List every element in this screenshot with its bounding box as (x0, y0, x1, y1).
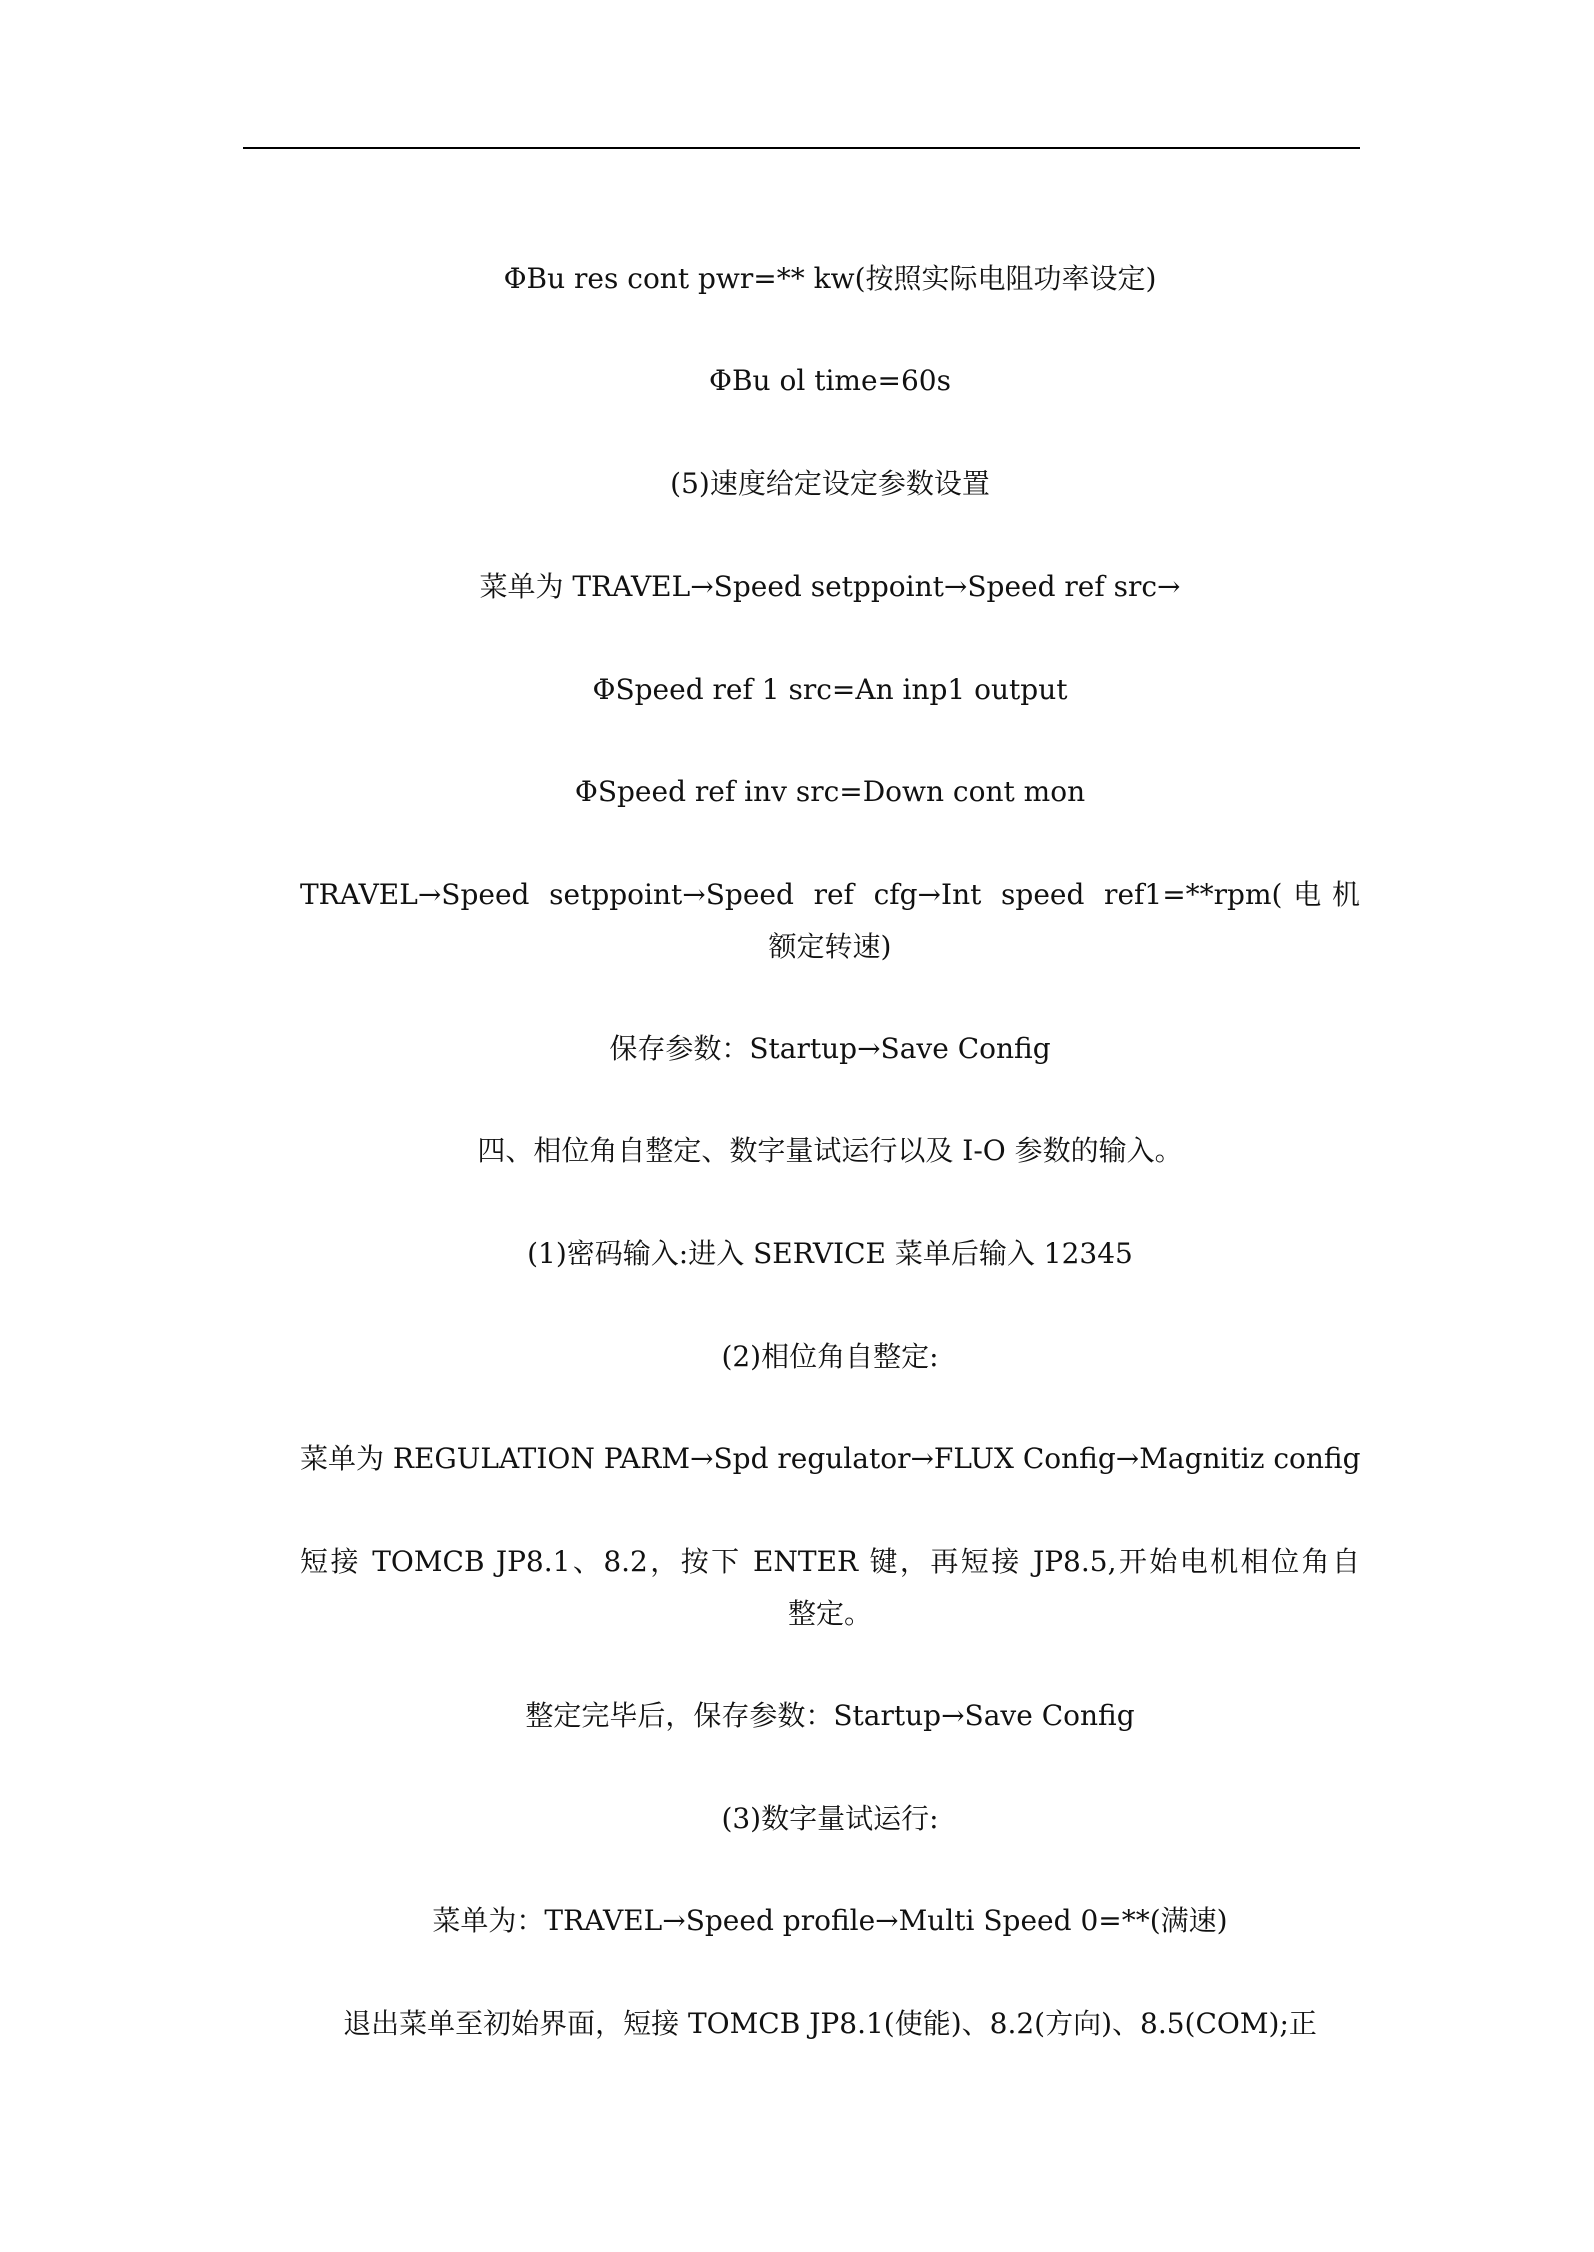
section-heading: (5)速度给定设定参数设置 (670, 467, 990, 500)
text-line: 额定转速) (768, 930, 892, 963)
chapter-heading: 四、相位角自整定、数字量试运行以及 I-O 参数的输入。 (477, 1134, 1183, 1167)
text-line: 整定完毕后，保存参数：Startup→Save Config (525, 1699, 1135, 1732)
section-heading: (2)相位角自整定: (721, 1340, 939, 1373)
text-line: 退出菜单至初始界面，短接 TOMCB JP8.1(使能)、8.2(方向)、8.5(COM);正 (343, 2007, 1317, 2040)
text-line: (1)密码输入:进入 SERVICE 菜单后输入 12345 (527, 1237, 1133, 1270)
text-line: ΦBu res cont pwr=** kw(按照实际电阻功率设定) (503, 262, 1157, 295)
header-rule (243, 147, 1360, 149)
text-line: 菜单为 REGULATION PARM→Spd regulator→FLUX Config→Magnitiz config (300, 1442, 1361, 1475)
section-heading: (3)数字量试运行: (721, 1802, 939, 1835)
text-line: 菜单为 TRAVEL→Speed setppoint→Speed ref src→ (479, 570, 1181, 603)
text-paragraph (300, 1536, 1360, 1640)
text-paragraph (300, 869, 1360, 973)
text-line: TRAVEL→Speed setppoint→Speed ref cfg→Int speed ref1=**rpm(电机 (300, 878, 1360, 911)
text-line: ΦSpeed ref 1 src=An inp1 output (592, 673, 1068, 706)
text-line: 整定。 (787, 1597, 872, 1630)
text-line: 保存参数：Startup→Save Config (609, 1032, 1051, 1065)
text-line: 菜单为：TRAVEL→Speed profile→Multi Speed 0=**(满速) (432, 1904, 1228, 1937)
text-line: 短接 TOMCB JP8.1、8.2，按下 ENTER 键，再短接 JP8.5,开始电机相位角自 (300, 1545, 1360, 1578)
text-line: ΦBu ol time=60s (709, 364, 951, 397)
text-line: ΦSpeed ref inv src=Down cont mon (574, 775, 1086, 808)
